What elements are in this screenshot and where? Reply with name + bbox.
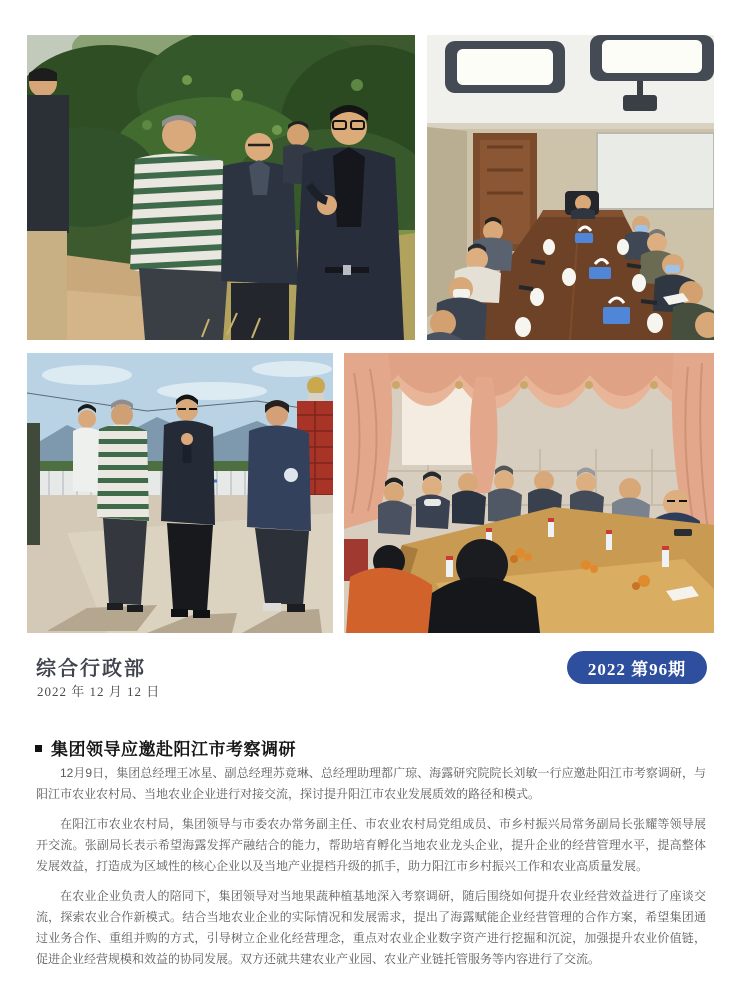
gate-scene xyxy=(27,353,333,633)
photo-gate-visit xyxy=(27,353,333,633)
article-paragraph-1: 12月9日，集团总经理王冰星、副总经理苏竟琳、总经理助理都广琼、海露研究院院长刘敏一行应邀赴阳江市考察调研，与阳江市农业农村局、当地农业企业进行对接交流，探讨提升阳江市农业发展质效的路径和模式。 xyxy=(36,766,706,801)
department-name: 综合行政部 xyxy=(36,658,146,680)
article-paragraph-2: 在阳江市农业农村局，集团领导与市委农办常务副主任、市农业农村局党组成员、市乡村振兴局常务副局长张耀等领导展开交流。张副局长表示希望海露发挥产融结合的能力，帮助培育孵化当地农业龙头企业，提升企业的经营管理水平，提高整体发展效益，打造成为区域性的核心企业以及当地产业提档升级的抓手，助力阳江市乡村振兴工作和农业高质量发展。 xyxy=(36,817,706,873)
article-body xyxy=(36,763,706,979)
issue-badge: 2022 第96期 xyxy=(567,651,707,684)
field-scene xyxy=(27,35,415,340)
photo-meeting-room xyxy=(427,35,714,340)
photo-field-inspection xyxy=(27,35,415,340)
article-headline xyxy=(35,735,296,760)
square-bullet-icon xyxy=(35,745,42,752)
roundtable-scene xyxy=(344,353,714,633)
publish-date: 2022 年 12 月 12 日 xyxy=(37,684,161,699)
meeting-scene xyxy=(427,35,714,340)
photo-roundtable-meeting xyxy=(344,353,714,633)
article-paragraph-3: 在农业企业负责人的陪同下，集团领导对当地果蔬种植基地深入考察调研，随后围绕如何提升农业经营效益进行了座谈交流，探索农业合作新模式。结合当地农业企业的实际情况和发展需求，提出了海露赋能企业经营管理的合作方案，希望集团通过业务合作、重组并购的方式，引导树立企业化经营理念，重点对农业企业数字资产进行挖掘和沉淀，加强提升农业价值链，促进企业经营规模和效益的协同发展。双方还就共建农业产业园、农业产业链托管服务等内容进行了交流。 xyxy=(36,889,706,966)
headline-text: 集团领导应邀赴阳江市考察调研 xyxy=(51,740,296,759)
